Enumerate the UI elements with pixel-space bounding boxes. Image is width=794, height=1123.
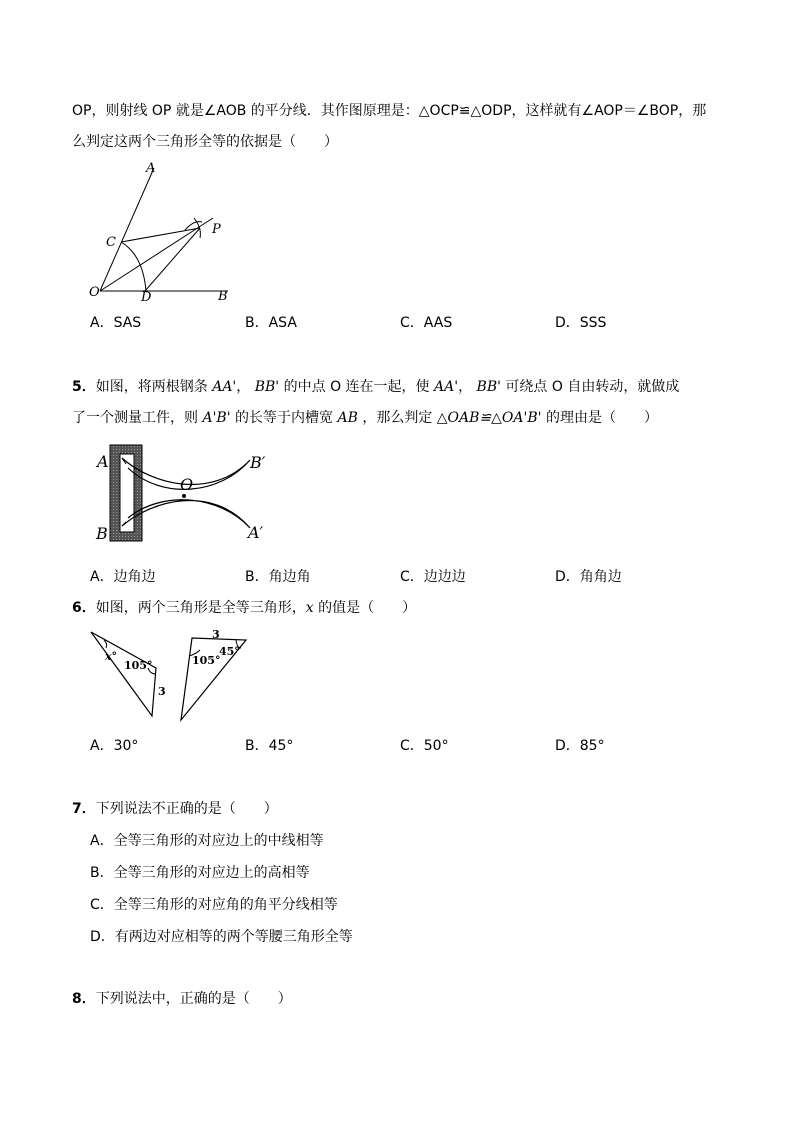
q6-label-x: x° xyxy=(105,650,118,663)
q5-abp: A'B' xyxy=(202,410,231,426)
q6-x: x xyxy=(305,600,314,616)
q4-option-b[interactable]: B．ASA xyxy=(245,315,297,331)
q7-option-b[interactable]: B．全等三角形的对应边上的高相等 xyxy=(90,865,310,881)
q6-label-45: 45° xyxy=(219,645,240,658)
q5-l1a: 如图，将两根钢条 xyxy=(95,379,208,395)
q5-aa: AA' xyxy=(212,379,237,395)
q5-ab: AB xyxy=(337,410,358,426)
q4-option-c[interactable]: C．AAS xyxy=(400,315,453,331)
q4-label-D: D xyxy=(141,290,152,305)
q5-label-Bprime: B′ xyxy=(250,453,266,472)
q5-text-line2 xyxy=(72,408,658,428)
q6-label-3-right: 3 xyxy=(212,628,220,641)
q5-l2d: 的理由是（ ） xyxy=(545,410,658,426)
q5-l2a: 了一个测量工件，则 xyxy=(72,410,198,426)
q5-l1b: 的中点 O 连在一起，使 xyxy=(283,379,430,395)
q4-option-d[interactable]: D．SSS xyxy=(555,315,607,331)
q5-option-c[interactable]: C．边边边 xyxy=(400,569,466,585)
q5-l1c: 可绕点 O 自由转动，就做成 xyxy=(505,379,680,395)
q5-number: 5． xyxy=(72,379,96,395)
q5-option-b[interactable]: B．角边角 xyxy=(245,569,311,585)
q7-number: 7． xyxy=(72,801,96,817)
q6-option-a[interactable]: A．30° xyxy=(90,738,139,754)
q4-label-P: P xyxy=(212,222,221,237)
q4-option-a[interactable]: A．SAS xyxy=(90,315,142,331)
q5-option-d[interactable]: D．角角边 xyxy=(555,569,622,585)
q7-text xyxy=(72,799,278,819)
q4-label-O: O xyxy=(89,285,100,300)
q4-text-line2: 么判定这两个三角形全等的依据是（ ） xyxy=(72,134,338,150)
q7-option-d[interactable]: D．有两边对应相等的两个等腰三角形全等 xyxy=(90,929,353,945)
q5-congr: △OAB≌△OA'B' xyxy=(436,410,542,426)
q5-aa2: AA' xyxy=(434,379,459,395)
q5-label-O: O xyxy=(180,475,194,494)
q5-label-A: A xyxy=(97,452,109,471)
q5-bb: BB' xyxy=(254,379,280,395)
q5-label-Aprime: A′ xyxy=(248,523,264,542)
q5-label-B: B xyxy=(96,524,108,543)
q5-c1: ， xyxy=(236,379,251,395)
q4-label-C: C xyxy=(106,235,116,250)
q4-label-B: B xyxy=(218,289,228,304)
q6-text xyxy=(72,598,416,618)
q5-caliper-figure xyxy=(92,440,282,550)
q4-text-line1: OP，则射线 OP 就是∠AOB 的平分线．其作图原理是：△OCP≌△ODP，这样就有∠AOP＝∠BOP，那 xyxy=(72,103,707,119)
q6-label-105-right: 105° xyxy=(192,654,221,667)
q4-angle-bisector-figure xyxy=(88,160,248,305)
q5-c2: ， xyxy=(458,379,473,395)
q5-l2c: ，那么判定 xyxy=(362,410,433,426)
q8-text xyxy=(72,989,292,1009)
q6-option-d[interactable]: D．85° xyxy=(555,738,605,754)
q6-number: 6． xyxy=(72,600,96,616)
q7-question: 下列说法不正确的是（ ） xyxy=(95,801,278,817)
q5-text-line1 xyxy=(72,377,679,397)
q8-question: 下列说法中，正确的是（ ） xyxy=(95,991,292,1007)
q6-label-3-left: 3 xyxy=(158,685,166,698)
q6-option-b[interactable]: B．45° xyxy=(245,738,294,754)
q6-triangles-figure xyxy=(88,628,258,728)
q6-ta: 如图，两个三角形是全等三角形， xyxy=(95,600,306,616)
q7-option-a[interactable]: A．全等三角形的对应边上的中线相等 xyxy=(90,833,324,849)
q4-label-A: A xyxy=(146,161,156,176)
q6-label-105-left: 105° xyxy=(124,659,153,672)
q8-number: 8． xyxy=(72,991,96,1007)
q6-option-c[interactable]: C．50° xyxy=(400,738,449,754)
q5-bb2: BB' xyxy=(476,379,501,395)
q7-option-c[interactable]: C．全等三角形的对应角的角平分线相等 xyxy=(90,897,338,913)
q6-tb: 的值是（ ） xyxy=(313,600,417,616)
q5-l2b: 的长等于内槽宽 xyxy=(235,410,334,426)
q5-option-a[interactable]: A．边角边 xyxy=(90,569,156,585)
